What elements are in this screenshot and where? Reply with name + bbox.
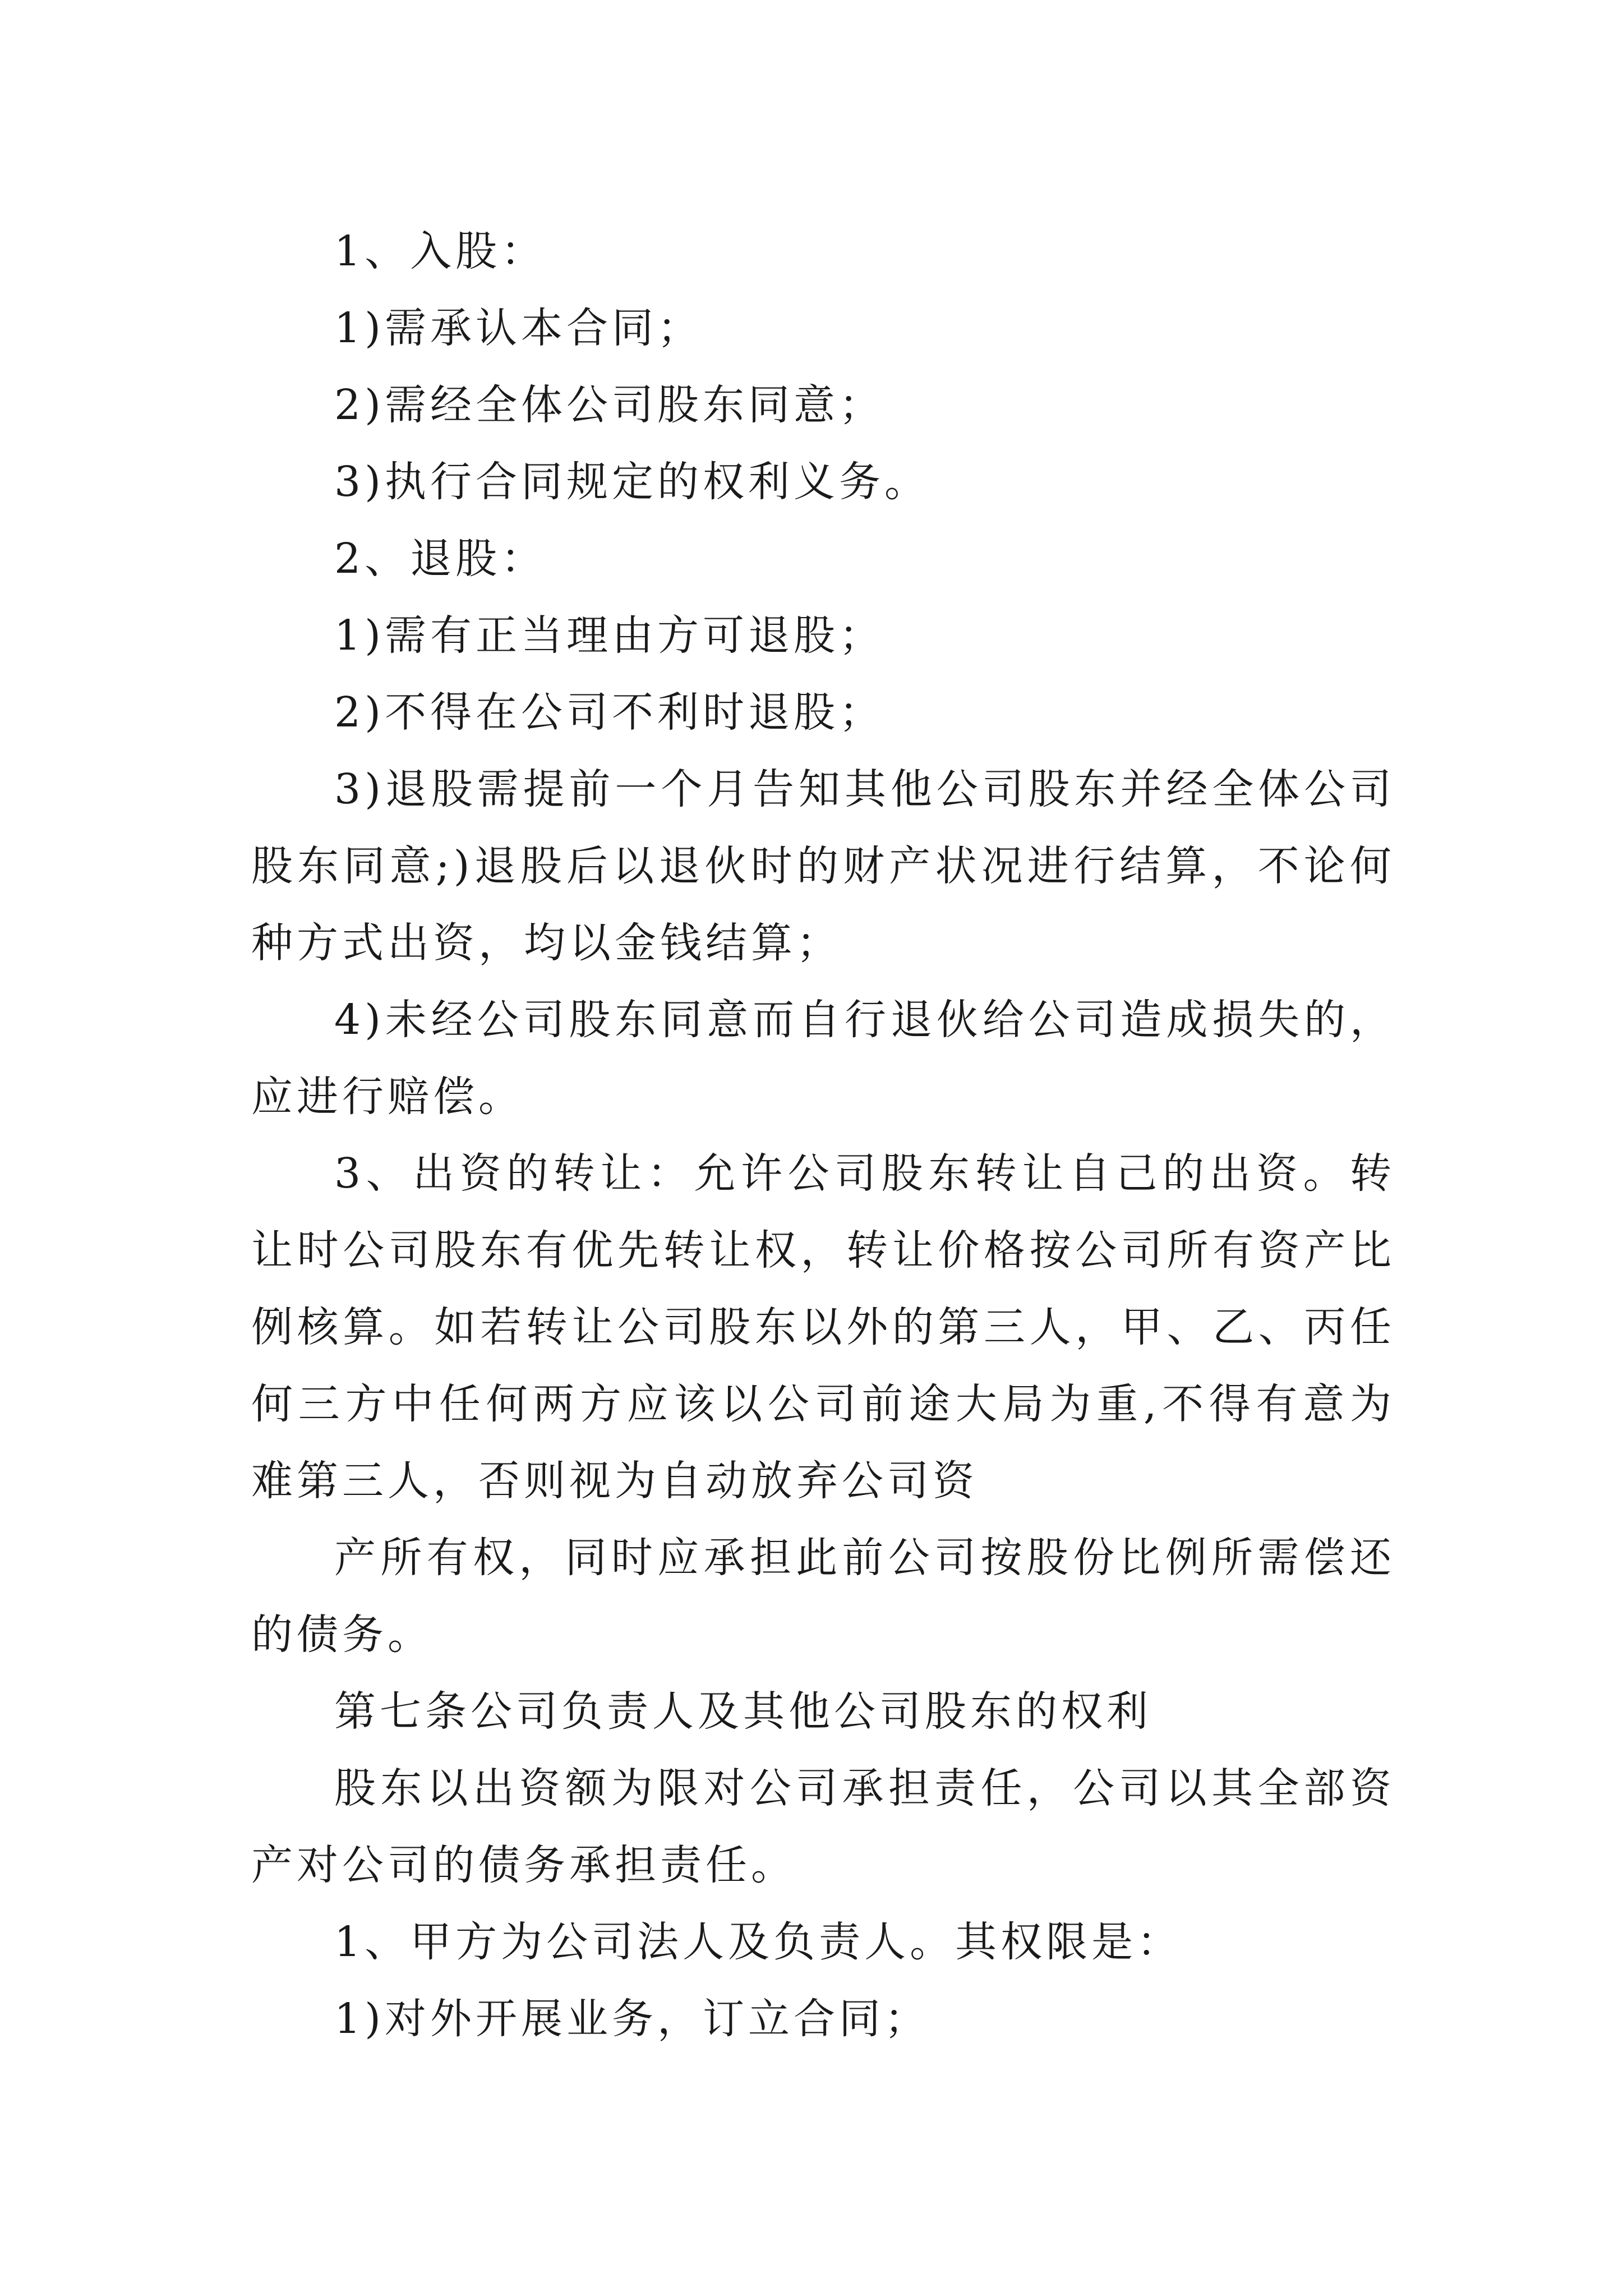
document-body <box>251 213 1395 2058</box>
paragraph-14: 1、甲方为公司法人及负责人。其权限是： <box>334 1918 1183 1966</box>
paragraph-10: 3、出资的转让：允许公司股东转让自己的出资。转让时公司股东有优先转让权，转让价格按公司所有资产比例核算。如若转让公司股东以外的第三人，甲、乙、丙任何三方中任何两方应该以公司前途大局为重,不得有意为难第三人，否则视为自动放弃公司资 <box>251 1149 1395 1505</box>
paragraph-5: 2、退股： <box>334 535 547 583</box>
paragraph-12: 第七条公司负责人及其他公司股东的权利 <box>334 1687 1152 1736</box>
paragraph-2: 1)需承认本合同； <box>334 304 703 352</box>
paragraph-4: 3)执行合同规定的权利义务。 <box>334 458 930 506</box>
paragraph-11: 产所有权，同时应承担此前公司按股份比例所需偿还的债务。 <box>251 1534 1395 1659</box>
paragraph-8: 3)退股需提前一个月告知其他公司股东并经全体公司股东同意;)退股后以退伙时的财产状况进行结算，不论何种方式出资，均以金钱结算； <box>251 765 1395 967</box>
paragraph-7: 2)不得在公司不利时退股； <box>334 688 884 737</box>
paragraph-13: 股东以出资额为限对公司承担责任，公司以其全部资产对公司的债务承担责任。 <box>251 1764 1395 1889</box>
paragraph-9: 4)未经公司股东同意而自行退伙给公司造成损失的，应进行赔偿。 <box>251 996 1395 1121</box>
paragraph-1: 1、入股： <box>334 227 547 275</box>
paragraph-3: 2)需经全体公司股东同意； <box>334 381 884 429</box>
paragraph-15: 1)对外开展业务，订立合同； <box>334 1995 930 2043</box>
paragraph-6: 1)需有正当理由方可退股； <box>334 611 884 660</box>
